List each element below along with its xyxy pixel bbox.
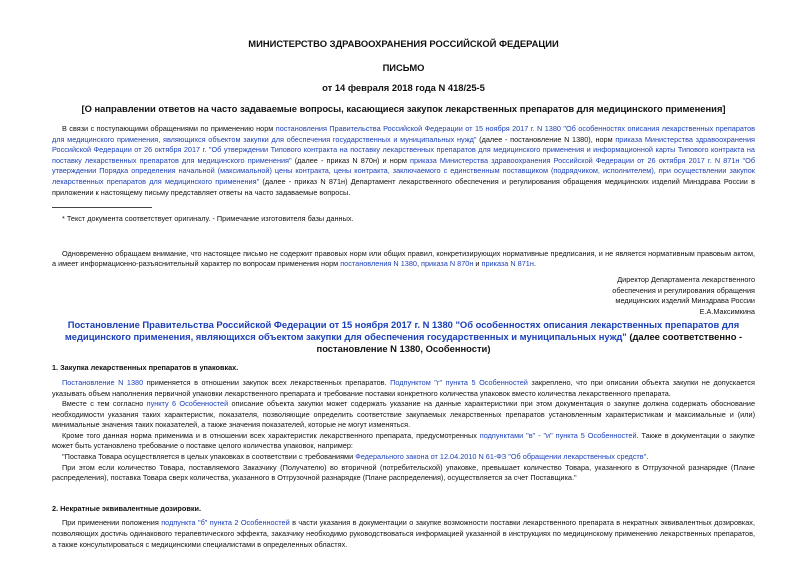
signature-line-1: Директор Департамента лекарственного [617, 274, 755, 284]
part1-p3-text-2: . Также в документации о закупке может быть установлено требование о поставке целого количества упаковок, например: [52, 430, 755, 451]
signature-block [52, 275, 755, 317]
link-prikaz-870n[interactable]: приказа Министерства здравоохранения Российской Федерации от 26 октября 2017 г. "Об утверждении Типового контракта на поставку лекарственных препаратов для медицинского применения и информационной карты Типового контракта на поставку лекарственных препаратов для медицинского применения" [52, 134, 755, 165]
intro-paragraph [52, 124, 755, 198]
document-type: ПИСЬМО [382, 62, 425, 73]
intro-text-4: (далее - приказ N 871н) Департамент лекарственного обеспечения и регулирования обращения медицинских изделий Минздрава России в приложении к настоящему письму представляет ответы на часто задаваемые вопросы. [52, 176, 755, 197]
link-part1-5g[interactable]: Подпунктом "г" пункта 5 Особенностей [390, 377, 528, 387]
section-title [52, 319, 755, 355]
link-notice-870n[interactable]: приказа N 870н [421, 259, 474, 269]
part1-p2-text-1: Вместе с тем согласно [62, 399, 147, 409]
part1-paragraph-2 [52, 399, 755, 431]
part2-p1-text-1: При применении положения [62, 518, 162, 528]
ministry-title: МИНИСТЕРСТВО ЗДРАВООХРАНЕНИЯ РОССИЙСКОЙ ФЕДЕРАЦИИ [248, 38, 559, 49]
signatory-name: Е.А.Максимкина [699, 306, 755, 316]
footnote: * Текст документа соответствует оригиналу. - Примечание изготовителя базы данных. [62, 214, 354, 224]
part1-paragraph-5: При этом если количество Товара, поставляемого Заказчику (Получателю) во вторичной (потребительской) упаковке, превышает количество Товара, указанного в Отгрузочной разнарядке (Плане распределения), поставка Товара сверх количества, указанного в Отгрузочной разнарядке (Плане распределения), осуществляется за счет Поставщика." [52, 462, 755, 483]
notice-text-1: Одновременно обращаем внимание, что настоящее письмо не содержит правовых норм или общих правил, конкретизирующих нормативные предписания, и не является нормативным правовым актом, а имеет информационно-разъяснительный характер по вопросам применения норм [52, 248, 755, 269]
footnote-divider [52, 207, 152, 208]
link-prikaz-871n[interactable]: приказа Министерства здравоохранения Российской Федерации от 26 октября 2017 г. N 871н "Об утверждении Порядка определения начальной (максимальной) цены контракта, цены контракта, заключаемого с единственным поставщиком (подрядчиком, исполнителем), при осуществлении закупок лекарственных препаратов для медицинского применения" [52, 155, 756, 186]
intro-text-2: (далее - постановление N 1380), норм [476, 134, 616, 144]
part1-p1-text-1: применяется в отношении закупок всех лекарственных препаратов. [143, 377, 391, 387]
link-part2-2b[interactable]: подпункта "б" пункта 2 Особенностей [161, 518, 290, 528]
part1-p4-text-2: . [646, 452, 649, 462]
part1-heading: 1. Закупка лекарственных препаратов в упаковках. [52, 363, 239, 373]
signature-line-2: обеспечения и регулирования обращения [612, 285, 755, 295]
link-notice-1380[interactable]: постановления N 1380 [340, 259, 417, 269]
section-title-rest: (далее соответственно - постановление N 1380, Особенности) [316, 331, 743, 355]
part1-p4-text-1: "Поставка Товара осуществляется в целых упаковках в соответствии с требованиями [62, 452, 356, 462]
part2-paragraph-1 [52, 518, 755, 550]
part1-paragraph-3 [52, 431, 755, 452]
intro-text-3: (далее - приказ N 870н) и норм [291, 155, 410, 165]
part1-p1-text-2: закреплено, что при описании объекта закупки не допускается указывать объем наполнения первичной упаковки лекарственного препарата и требование поставки конкретного количества упаковок вместо количества лекарственного препарата. [52, 377, 756, 398]
link-part1-5vi[interactable]: подпунктами "в" - "и" пункта 5 Особенностей [479, 430, 637, 440]
part2-heading: 2. Некратные эквивалентные дозировки. [52, 503, 201, 513]
link-part1-1380[interactable]: Постановление N 1380 [62, 377, 144, 387]
document-date-number: от 14 февраля 2018 года N 418/25-5 [322, 82, 485, 93]
part1-p2-text-2: описание объекта закупки может содержать указание на данные характеристики при этом документация о закупке должна содержать обоснование необходимости указания таких характеристик, показателя, позволяющие определить соответствие закупаемых лекарственных препаратов установленным характеристикам и максимальные и (или) минимальные значения таких показателей, а также значения показателей, которые не могут изменяться. [52, 399, 755, 430]
part1-p3-text-1: Кроме того данная норма применима и в отношении всех характеристик лекарственного препарата, предусмотренных [62, 430, 480, 440]
document-subject: [О направлении ответов на часто задаваемые вопросы, касающиеся закупок лекарственных препаратов для медицинского применения] [81, 103, 726, 114]
part1-paragraph-4 [52, 452, 755, 463]
notice-paragraph [52, 249, 755, 270]
link-part1-p6[interactable]: пункту 6 Особенностей [146, 399, 229, 409]
intro-text-1: В связи с поступающими обращениями по применению норм [62, 124, 276, 133]
link-part1-61fz[interactable]: Федерального закона от 12.04.2010 N 61-ФЗ "Об обращении лекарственных средств" [355, 452, 647, 462]
notice-text-2: , [416, 259, 421, 269]
part2-p1-text-2: в части указания в документации о закупке возможности поставки лекарственного препарата в некратных эквивалентных дозировках, позволяющих достичь одинакового терапевтического эффекта, заказчику необходимо руководствоваться информацией указанной в инструкциях по медицинскому применению лекарственных препаратов, а также консультироваться с медицинскими специалистами в определенных областях. [52, 518, 755, 549]
notice-text-3: и [473, 259, 482, 269]
part1-paragraph-1 [52, 378, 755, 399]
notice-text-4: . [533, 259, 536, 269]
signature-line-3: медицинских изделий Минздрава России [615, 296, 755, 306]
link-postanovlenie-1380[interactable]: постановления Правительства Российской Федерации от 15 ноября 2017 г. N 1380 "Об особенностях описания лекарственных препаратов для медицинского применения, являющихся объектом закупки для обеспечения государственных и муниципальных нужд" [52, 124, 756, 144]
link-notice-871n[interactable]: приказа N 871н [481, 259, 534, 269]
section-title-link[interactable]: Постановление Правительства Российской Федерации от 15 ноября 2017 г. N 1380 "Об особенностях описания лекарственных препаратов для медицинского применения, являющихся объектом закупки для обеспечения государственных и муниципальных нужд" [64, 319, 740, 343]
